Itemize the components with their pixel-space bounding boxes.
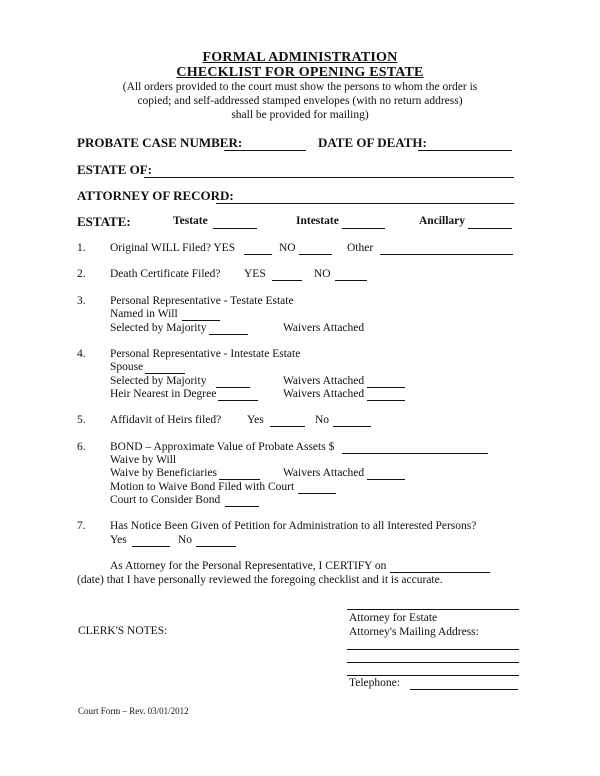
item-number-7: 7. xyxy=(77,520,86,532)
heir-nearest-field[interactable] xyxy=(218,400,258,401)
death-certificate-no-label: NO xyxy=(314,268,331,280)
instruction-line-3: shall be provided for mailing) xyxy=(231,109,369,121)
estate-type-label: ESTATE: xyxy=(77,214,131,229)
bond-value-field[interactable] xyxy=(342,453,488,454)
testate-label: Testate xyxy=(173,215,208,227)
instruction-line-1: (All orders provided to the court must show the persons to whom the order is xyxy=(122,81,478,93)
date-of-death-label: DATE OF DEATH: xyxy=(318,135,427,150)
spouse-label: Spouse xyxy=(110,361,144,373)
instruction-line-2: copied; and self-addressed stamped envelopes (with no return address) xyxy=(137,95,463,107)
mailing-address-line-1[interactable] xyxy=(347,649,519,650)
affidavit-yes-field[interactable] xyxy=(270,426,305,427)
motion-to-waive-bond-label: Motion to Waive Bond Filed with Court xyxy=(110,481,295,493)
certify-statement-continued: (date) that I have personally reviewed the foregoing checklist and it is accurate. xyxy=(77,574,443,586)
notice-yes-field[interactable] xyxy=(132,546,170,547)
waivers-attached-label-4: Waivers Attached xyxy=(283,467,365,479)
attorney-of-record-label: ATTORNEY OF RECORD: xyxy=(77,188,234,203)
intestate-pr-heading: Personal Representative - Intestate Estate xyxy=(110,348,301,360)
heir-nearest-label: Heir Nearest in Degree xyxy=(110,388,217,400)
waive-by-will-label: Waive by Will xyxy=(110,454,177,466)
waivers-attached-label-2: Waivers Attached xyxy=(283,375,365,387)
court-form-revision: Court Form – Rev. 03/01/2012 xyxy=(78,706,189,716)
form-title: FORMAL ADMINISTRATION xyxy=(202,50,398,65)
court-to-consider-bond-label: Court to Consider Bond xyxy=(110,494,221,506)
selected-by-majority-label: Selected by Majority xyxy=(110,322,207,334)
case-number-field[interactable] xyxy=(224,150,306,151)
death-certificate-yes-label: YES xyxy=(244,268,266,280)
intestate-label: Intestate xyxy=(296,215,339,227)
will-filed-no-label: NO xyxy=(279,242,296,254)
item-number-1: 1. xyxy=(77,242,86,254)
bond-value-label: BOND – Approximate Value of Probate Assets $ xyxy=(110,441,335,453)
form-subtitle: CHECKLIST FOR OPENING ESTATE xyxy=(176,65,424,80)
affidavit-no-label: No xyxy=(315,414,330,426)
attorney-signature-field[interactable] xyxy=(347,609,519,610)
testate-pr-heading: Personal Representative - Testate Estate xyxy=(110,295,294,307)
case-number-label: PROBATE CASE NUMBER: xyxy=(77,135,243,150)
clerks-notes-label: CLERK'S NOTES: xyxy=(78,625,168,637)
mailing-address-label: Attorney's Mailing Address: xyxy=(349,626,479,638)
motion-to-waive-bond-field[interactable] xyxy=(298,493,336,494)
mailing-address-line-2[interactable] xyxy=(347,662,519,663)
affidavit-yes-label: Yes xyxy=(247,414,264,426)
affidavit-no-field[interactable] xyxy=(333,426,371,427)
testate-field[interactable] xyxy=(213,228,257,229)
mailing-address-line-3[interactable] xyxy=(347,675,519,676)
will-filed-other-field[interactable] xyxy=(380,254,513,255)
will-filed-no-field[interactable] xyxy=(299,254,332,255)
death-certificate-yes-field[interactable] xyxy=(272,280,302,281)
will-filed-yes-field[interactable] xyxy=(244,254,272,255)
waive-by-beneficiaries-label: Waive by Beneficiaries xyxy=(110,467,217,479)
will-filed-label: Original WILL Filed? YES xyxy=(110,242,236,254)
notice-no-label: No xyxy=(178,534,193,546)
ancillary-field[interactable] xyxy=(468,228,512,229)
notice-no-field[interactable] xyxy=(196,546,236,547)
waivers-attached-label-3: Waivers Attached xyxy=(283,388,365,400)
waivers-attached-field-2[interactable] xyxy=(367,387,405,388)
death-certificate-no-field[interactable] xyxy=(335,280,367,281)
affidavit-of-heirs-label: Affidavit of Heirs filed? xyxy=(110,414,222,426)
death-certificate-label: Death Certificate Filed? xyxy=(110,268,221,280)
date-of-death-field[interactable] xyxy=(418,150,512,151)
certify-statement: As Attorney for the Personal Representative, I CERTIFY on xyxy=(110,560,387,572)
estate-of-field[interactable] xyxy=(144,177,514,178)
item-number-3: 3. xyxy=(77,295,86,307)
waivers-attached-field-3[interactable] xyxy=(367,400,405,401)
waive-by-beneficiaries-field[interactable] xyxy=(219,479,260,480)
attorney-for-estate-label: Attorney for Estate xyxy=(349,612,438,624)
notice-yes-label: Yes xyxy=(110,534,127,546)
telephone-field[interactable] xyxy=(410,689,518,690)
intestate-field[interactable] xyxy=(342,228,385,229)
item-number-4: 4. xyxy=(77,348,86,360)
court-to-consider-bond-field[interactable] xyxy=(225,506,259,507)
attorney-of-record-field[interactable] xyxy=(216,203,514,204)
waivers-attached-label: Waivers Attached xyxy=(283,322,365,334)
estate-of-label: ESTATE OF: xyxy=(77,162,153,177)
notice-given-label: Has Notice Been Given of Petition for Administration to all Interested Persons? xyxy=(110,520,477,532)
named-in-will-field[interactable] xyxy=(182,320,220,321)
selected-by-majority-field-2[interactable] xyxy=(216,387,250,388)
waivers-attached-field-4[interactable] xyxy=(367,479,405,480)
selected-by-majority-label-2: Selected by Majority xyxy=(110,375,207,387)
named-in-will-label: Named in Will xyxy=(110,308,178,320)
ancillary-label: Ancillary xyxy=(419,215,465,227)
will-filed-other-label: Other xyxy=(347,242,374,254)
spouse-field[interactable] xyxy=(145,373,185,374)
item-number-5: 5. xyxy=(77,414,86,426)
item-number-2: 2. xyxy=(77,268,86,280)
item-number-6: 6. xyxy=(77,441,86,453)
telephone-label: Telephone: xyxy=(349,677,400,689)
selected-by-majority-field[interactable] xyxy=(209,334,248,335)
certify-date-field[interactable] xyxy=(390,572,490,573)
